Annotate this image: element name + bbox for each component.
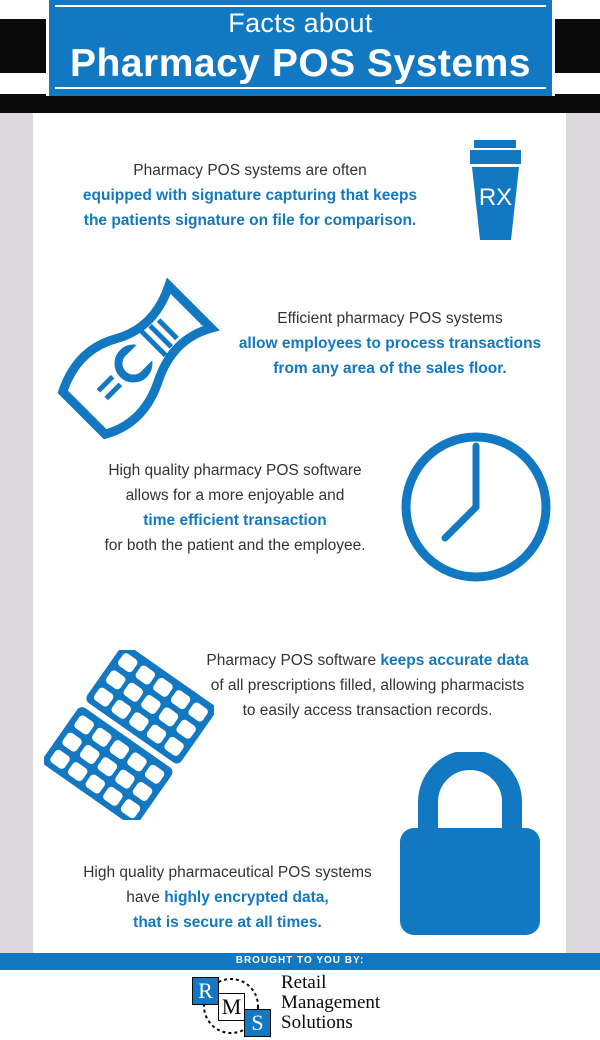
title-rule-bottom (55, 87, 546, 89)
fact-2-text (220, 306, 560, 381)
fact-2-highlight-line: from any area of the sales floor. (273, 360, 507, 377)
fact-4-text (180, 648, 555, 723)
title-banner (46, 0, 555, 96)
fact-5-line: High quality pharmaceutical POS systems (83, 864, 372, 881)
fact-3-line: allows for a more enjoyable and (125, 487, 345, 504)
title-line-1: Facts about (228, 8, 373, 38)
footer-bar (0, 953, 600, 970)
prescription-cup-icon (468, 140, 523, 242)
fact-5-plain-span: have (126, 889, 165, 906)
logo-letter-m: M (218, 993, 245, 1021)
company-name (281, 973, 380, 1033)
logo-letter-s: S (244, 1009, 271, 1037)
brought-to-you-label: BROUGHT TO YOU BY: (235, 955, 365, 966)
fact-4-first-line (180, 648, 555, 673)
title-rule-top (55, 5, 546, 7)
fact-3-line: for both the patient and the employee. (104, 537, 366, 554)
fact-4-line: of all prescriptions filled, allowing pharmacists (210, 677, 525, 694)
header-black-strip (0, 94, 600, 113)
company-name-line: Solutions (281, 1012, 353, 1033)
fact-5-highlight-line: that is secure at all times. (133, 914, 322, 931)
fact-3-text (70, 458, 400, 558)
fact-3-line: High quality pharmacy POS software (108, 462, 362, 479)
fact-1-text (50, 158, 450, 233)
check-card-icon (52, 278, 222, 443)
fact-5-second-line (55, 885, 400, 910)
rx-label: RX (478, 184, 513, 211)
title-line-2: Pharmacy POS Systems (70, 42, 531, 85)
company-name-line: Retail (281, 972, 327, 993)
fact-3-highlight-line: time efficient transaction (143, 512, 327, 529)
fact-1-highlight-line: equipped with signature capturing that keeps (82, 187, 418, 204)
fact-2-highlight-line: allow employees to process transactions (238, 335, 542, 352)
fact-4-highlight-span: keeps accurate data (380, 652, 529, 669)
fact-1-line: Pharmacy POS systems are often (133, 162, 367, 179)
rms-logo-icon (190, 975, 272, 1037)
company-name-line: Management (281, 992, 381, 1013)
fact-4-plain-span: Pharmacy POS software (206, 652, 381, 669)
logo-letter-r: R (192, 977, 219, 1005)
fact-5-text (55, 860, 400, 935)
clock-icon (397, 428, 555, 586)
padlock-icon (398, 752, 542, 937)
fact-4-line: to easily access transaction records. (242, 702, 493, 719)
fact-1-highlight-line: the patients signature on file for comparison. (83, 212, 417, 229)
fact-2-line: Efficient pharmacy POS systems (277, 310, 503, 327)
fact-5-highlight-span: highly encrypted data, (164, 889, 329, 906)
